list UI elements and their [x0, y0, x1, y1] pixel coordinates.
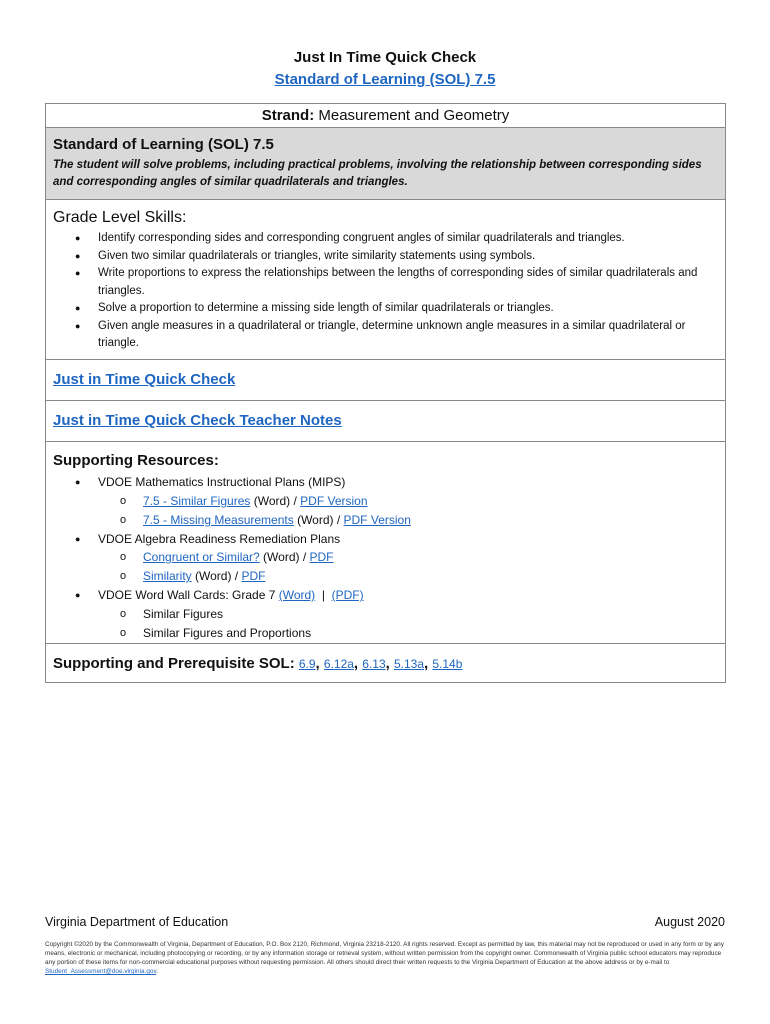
similar-figures-pdf-link[interactable]: PDF Version: [300, 493, 368, 508]
list-item: [53, 586, 718, 643]
separator: |: [315, 588, 332, 602]
similar-figures-link[interactable]: 7.5 - Similar Figures: [143, 493, 251, 508]
list-item: ● Solve a proportion to determine a missing side length of similar quadrilaterals or triangles.: [53, 300, 718, 318]
list-item: [98, 548, 718, 567]
word-format-text: (Word) /: [293, 512, 344, 527]
skills-heading: Grade Level Skills:: [53, 209, 187, 226]
resources-list: [53, 473, 718, 643]
list-item: ● Write proportions to express the relationships between the lengths of corresponding sides of similar quadrilaterals and triangles.: [53, 265, 718, 300]
congruent-or-similar-pdf-link[interactable]: PDF: [309, 550, 334, 564]
strand-label: Strand:: [261, 107, 315, 124]
sol-5-14b-link[interactable]: 5.14b: [432, 657, 463, 671]
strand-row: [46, 104, 725, 127]
list-item: ● Given angle measures in a quadrilateral or triangle, determine unknown angle measures in a similar quadrilateral or triangle.: [53, 318, 718, 353]
word-format-text: (Word) /: [191, 569, 242, 583]
list-item: [98, 567, 718, 586]
footer-organization: Virginia Department of Education: [45, 915, 229, 929]
sol-6-9-link[interactable]: 6.9: [298, 657, 316, 671]
teacher-notes-row: [46, 400, 725, 441]
similarity-pdf-link[interactable]: PDF: [241, 569, 266, 583]
list-item: [53, 530, 718, 587]
congruent-or-similar-link[interactable]: Congruent or Similar?: [143, 550, 260, 564]
list-item: ● Identify corresponding sides and corresponding congruent angles of similar quadrilaterals and triangles.: [53, 230, 718, 248]
sol-5-13a-link[interactable]: 5.13a: [393, 657, 424, 671]
word-wall-pdf-link[interactable]: (PDF): [331, 588, 364, 602]
list-item: o Similar Figures and Proportions: [98, 624, 718, 643]
footer-date: August 2020: [654, 915, 725, 929]
strand-value: Measurement and Geometry: [314, 107, 510, 124]
prereq-label: Supporting and Prerequisite SOL:: [53, 655, 295, 672]
list-item: [53, 473, 718, 530]
prerequisite-sol-row: Supporting and Prerequisite SOL: 6.9, 6.12a, 6.13, 5.13a, 5.14b: [46, 643, 725, 682]
algebra-label: VDOE Algebra Readiness Remediation Plans: [98, 531, 341, 546]
missing-measurements-pdf-link[interactable]: PDF Version: [343, 512, 411, 527]
word-wall-label: VDOE Word Wall Cards: Grade 7: [98, 588, 279, 602]
page-title: Just In Time Quick Check: [293, 49, 477, 66]
list-item: o Similar Figures: [98, 605, 718, 624]
copyright-text: Copyright ©2020 by the Commonwealth of Virginia, Department of Education, P.O. Box 2120, Richmond, Virginia 23218-2120. All rights reserved. Except as permitted by law, this material may not be reproduced or used in any form or by any means, electronic or mechanical, including photocopying or recording, or by any information storage or retrieval system, without written permission from the copyright owner. Commonwealth of Virginia public school educators may reproduce any portion of these items for non-commercial educational purposes without requesting permission. All others should direct their written requests to the Virginia Department of Education at the above address or by e-mail to: [45, 941, 724, 966]
sol-description: The student will solve problems, including practical problems, involving the relationship between corresponding sides and corresponding angles of similar quadrilaterals and triangles.: [53, 159, 702, 188]
algebra-sublist: [98, 548, 718, 586]
word-wall-word-link[interactable]: (Word): [278, 588, 316, 602]
list-item: [98, 511, 718, 530]
similarity-link[interactable]: Similarity: [143, 569, 192, 583]
list-item: ● Given two similar quadrilaterals or triangles, write similarity statements using symbols.: [53, 248, 718, 266]
mips-sublist: [98, 492, 718, 530]
word-wall-sublist: [98, 605, 718, 643]
list-item: [98, 492, 718, 511]
quick-check-row: [46, 359, 725, 400]
sol-section: [46, 127, 725, 199]
student-assessment-email-link[interactable]: Student_Assessment@doe.virginia.gov: [45, 968, 157, 975]
content-table: [45, 103, 726, 683]
missing-measurements-link[interactable]: 7.5 - Missing Measurements: [143, 512, 294, 527]
teacher-notes-link[interactable]: Just in Time Quick Check Teacher Notes: [53, 412, 342, 429]
skills-list: [53, 230, 718, 353]
word-format-text: (Word) /: [250, 493, 301, 508]
page-subtitle: [0, 71, 770, 88]
word-format-text: (Word) /: [259, 550, 310, 564]
supporting-resources-section: [46, 441, 725, 643]
sol-7-5-link[interactable]: Standard of Learning (SOL) 7.5: [274, 71, 496, 88]
mips-label: VDOE Mathematics Instructional Plans (MIPS): [98, 475, 346, 489]
copyright-notice: Copyright ©2020 by the Commonwealth of Virginia, Department of Education, P.O. Box 2120, Richmond, Virginia 23218-2120. All rights reserved. Except as permitted by law, this material may not be reproduced or used in any form or by any means, electronic or mechanical, including photocopying or recording, or by any information storage or retrieval system, without written permission from the copyright owner. Commonwealth of Virginia public school educators may reproduce any portion of these items for non-commercial educational purposes without requesting permission. All others should direct their written requests to the Virginia Department of Education at the above address or by e-mail to Student_Assessment@doe.virginia.gov.: [45, 941, 724, 975]
sol-heading: Standard of Learning (SOL) 7.5: [53, 136, 274, 153]
sol-6-13-link[interactable]: 6.13: [362, 657, 386, 671]
quick-check-link[interactable]: Just in Time Quick Check: [53, 371, 236, 388]
resources-heading: Supporting Resources:: [53, 452, 219, 469]
sol-6-12a-link[interactable]: 6.12a: [323, 657, 354, 671]
grade-level-skills-section: [46, 199, 725, 359]
